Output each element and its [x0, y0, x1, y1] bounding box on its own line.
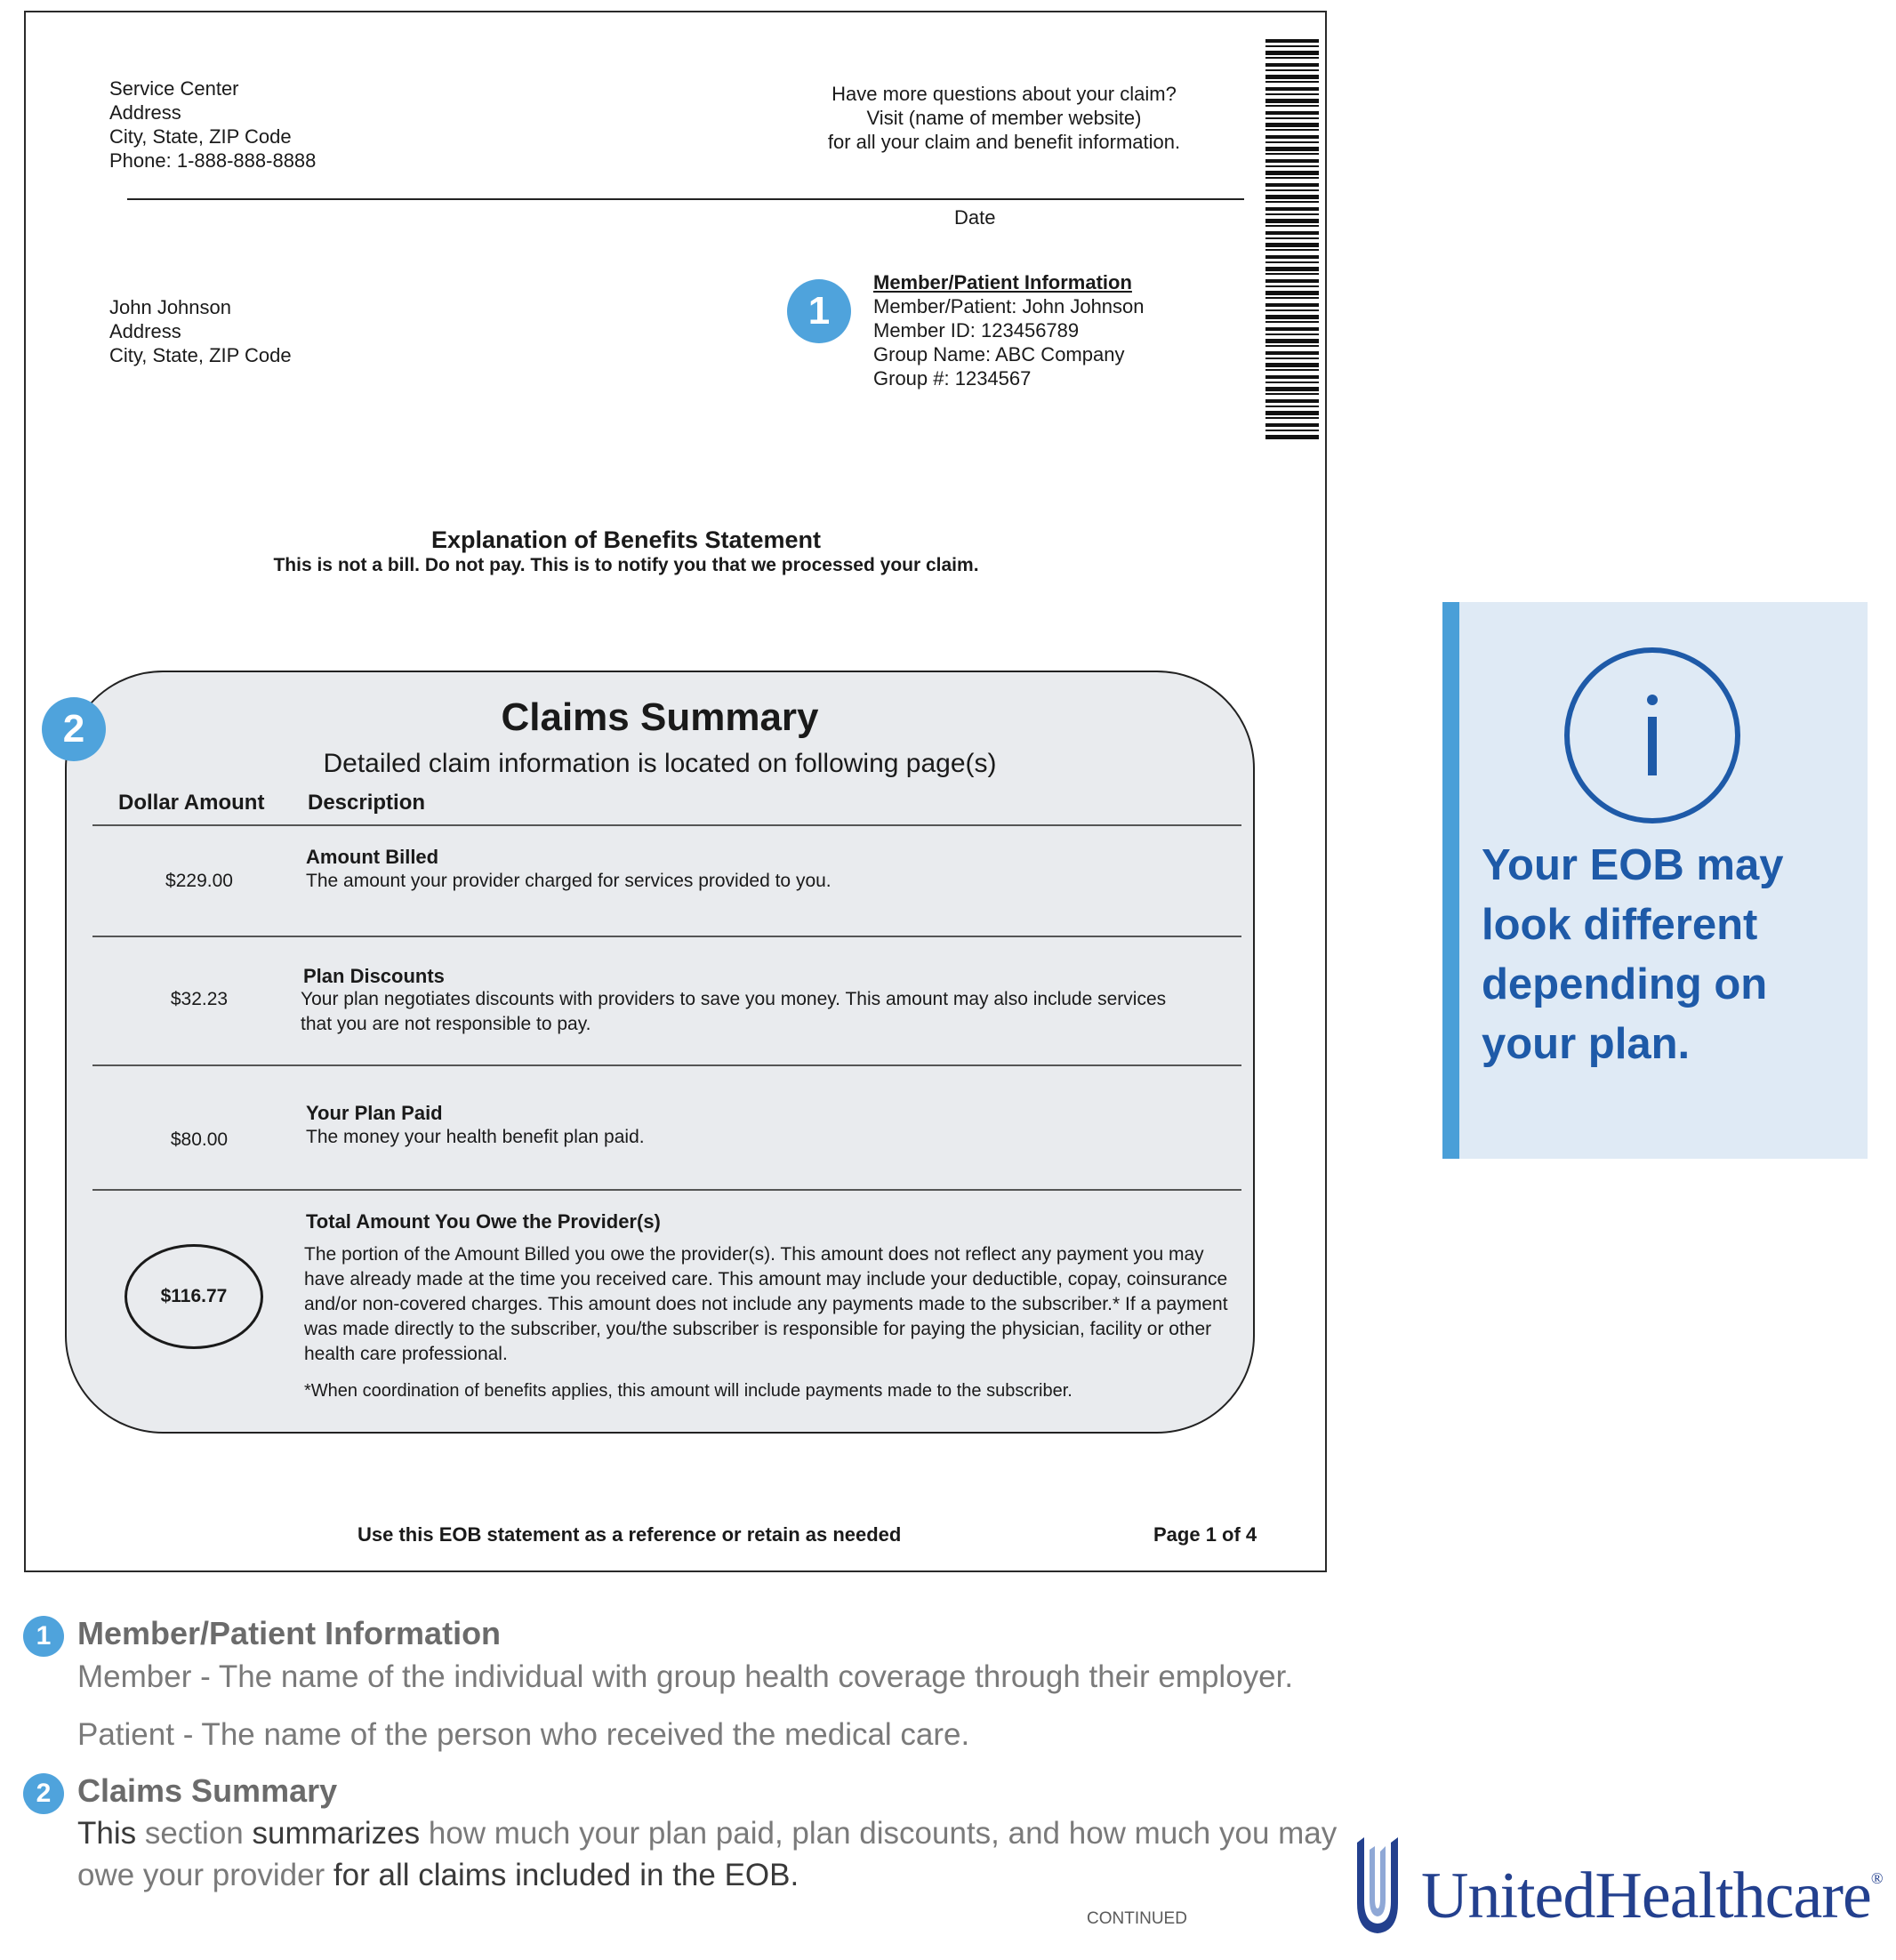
- eob-may-differ-panel: [1442, 602, 1868, 1159]
- service-center-address: Service Center Address City, State, ZIP Code Phone: 1-888-888-8888: [109, 77, 317, 172]
- total-owed-value: $116.77: [125, 1244, 263, 1349]
- row-divider: [92, 824, 1241, 826]
- claims-summary-subtitle: Detailed claim information is located on following page(s): [323, 749, 997, 778]
- total-owed-title: Total Amount You Owe the Provider(s): [306, 1210, 661, 1233]
- barcode: [1265, 39, 1319, 441]
- member-info-heading: Member/Patient Information: [873, 271, 1132, 293]
- date-label: Date: [954, 206, 996, 229]
- row-divider: [92, 1189, 1241, 1191]
- plan-paid-title: Your Plan Paid: [306, 1102, 443, 1124]
- unitedhealthcare-u-icon: [1354, 1834, 1402, 1939]
- footer-reference: Use this EOB statement as a reference or retain as needed: [358, 1523, 902, 1546]
- unitedhealthcare-logo: UnitedHealthcare®: [1421, 1860, 1883, 1932]
- plan-discounts-value: $32.23: [170, 989, 229, 1009]
- continued-label: CONTINUED: [1087, 1909, 1187, 1928]
- legend-member-title: Member/Patient Information: [77, 1615, 502, 1651]
- recipient-address: John Johnson Address City, State, ZIP Code: [109, 296, 292, 366]
- legend-patient-definition: Patient - The name of the person who received the medical care.: [77, 1717, 970, 1752]
- legend-claims-description: This section summarizes how much your plan paid, plan discounts, and how much you may owe your provider for all claims included in the EOB.: [77, 1816, 1338, 1892]
- column-header-amount: Dollar Amount: [118, 791, 265, 815]
- statement-title: Explanation of Benefits Statement: [430, 526, 822, 553]
- plan-paid-text: The money your health benefit plan paid.: [306, 1127, 645, 1147]
- amount-billed-text: The amount your provider charged for services provided to you.: [306, 871, 832, 891]
- claims-summary-title: Claims Summary: [501, 695, 819, 739]
- legend-member-definition: Member - The name of the individual with group health coverage through their employer.: [77, 1659, 1294, 1694]
- plan-discounts-title: Plan Discounts: [303, 965, 445, 987]
- plan-discounts-text: Your plan negotiates discounts with providers to save you money. This amount may also include services that you are not responsible to pay.: [301, 989, 1167, 1034]
- panel-message: Your EOB may look different depending on your plan.: [1482, 841, 1784, 1068]
- callout-badge-1: 1: [787, 279, 851, 343]
- row-divider: [92, 1064, 1241, 1066]
- row-divider: [92, 936, 1241, 937]
- amount-billed-title: Amount Billed: [306, 846, 439, 868]
- coordination-footnote: *When coordination of benefits applies, this amount will include payments made to the subscriber.: [304, 1381, 1073, 1401]
- page-number: Page 1 of 4: [1153, 1523, 1257, 1546]
- header-divider: [127, 198, 1244, 200]
- info-icon: [1564, 647, 1740, 823]
- legend-badge-1: 1: [23, 1616, 64, 1657]
- amount-billed-value: $229.00: [165, 871, 233, 891]
- panel-accent-bar: [1442, 602, 1459, 1159]
- callout-badge-2: 2: [42, 697, 106, 761]
- statement-subtitle: This is not a bill. Do not pay. This is to notify you that we processed your claim.: [273, 555, 979, 575]
- legend-badge-2: 2: [23, 1773, 64, 1814]
- legend-claims-title: Claims Summary: [77, 1772, 338, 1809]
- questions-block: Have more questions about your claim? Visit (name of member website) for all your claim and benefit information.: [827, 83, 1181, 153]
- total-owed-text: The portion of the Amount Billed you owe the provider(s). This amount does not reflect any payment you may have already made at the time you received care. This amount may include your deductible, copay, coinsurance and/or non-covered charges. This amount does not include any payments made to the subscriber.* If a payment was made directly to the subscriber, you/the subscriber is responsible for paying the physician, facility or other health care professional.: [304, 1244, 1228, 1364]
- plan-paid-value: $80.00: [170, 1129, 229, 1150]
- member-patient-info: Member/Patient Information Member/Patient: John Johnson Member ID: 123456789 Group Name: ABC Company Group #: 1234567: [873, 271, 1145, 390]
- column-header-description: Description: [308, 791, 426, 815]
